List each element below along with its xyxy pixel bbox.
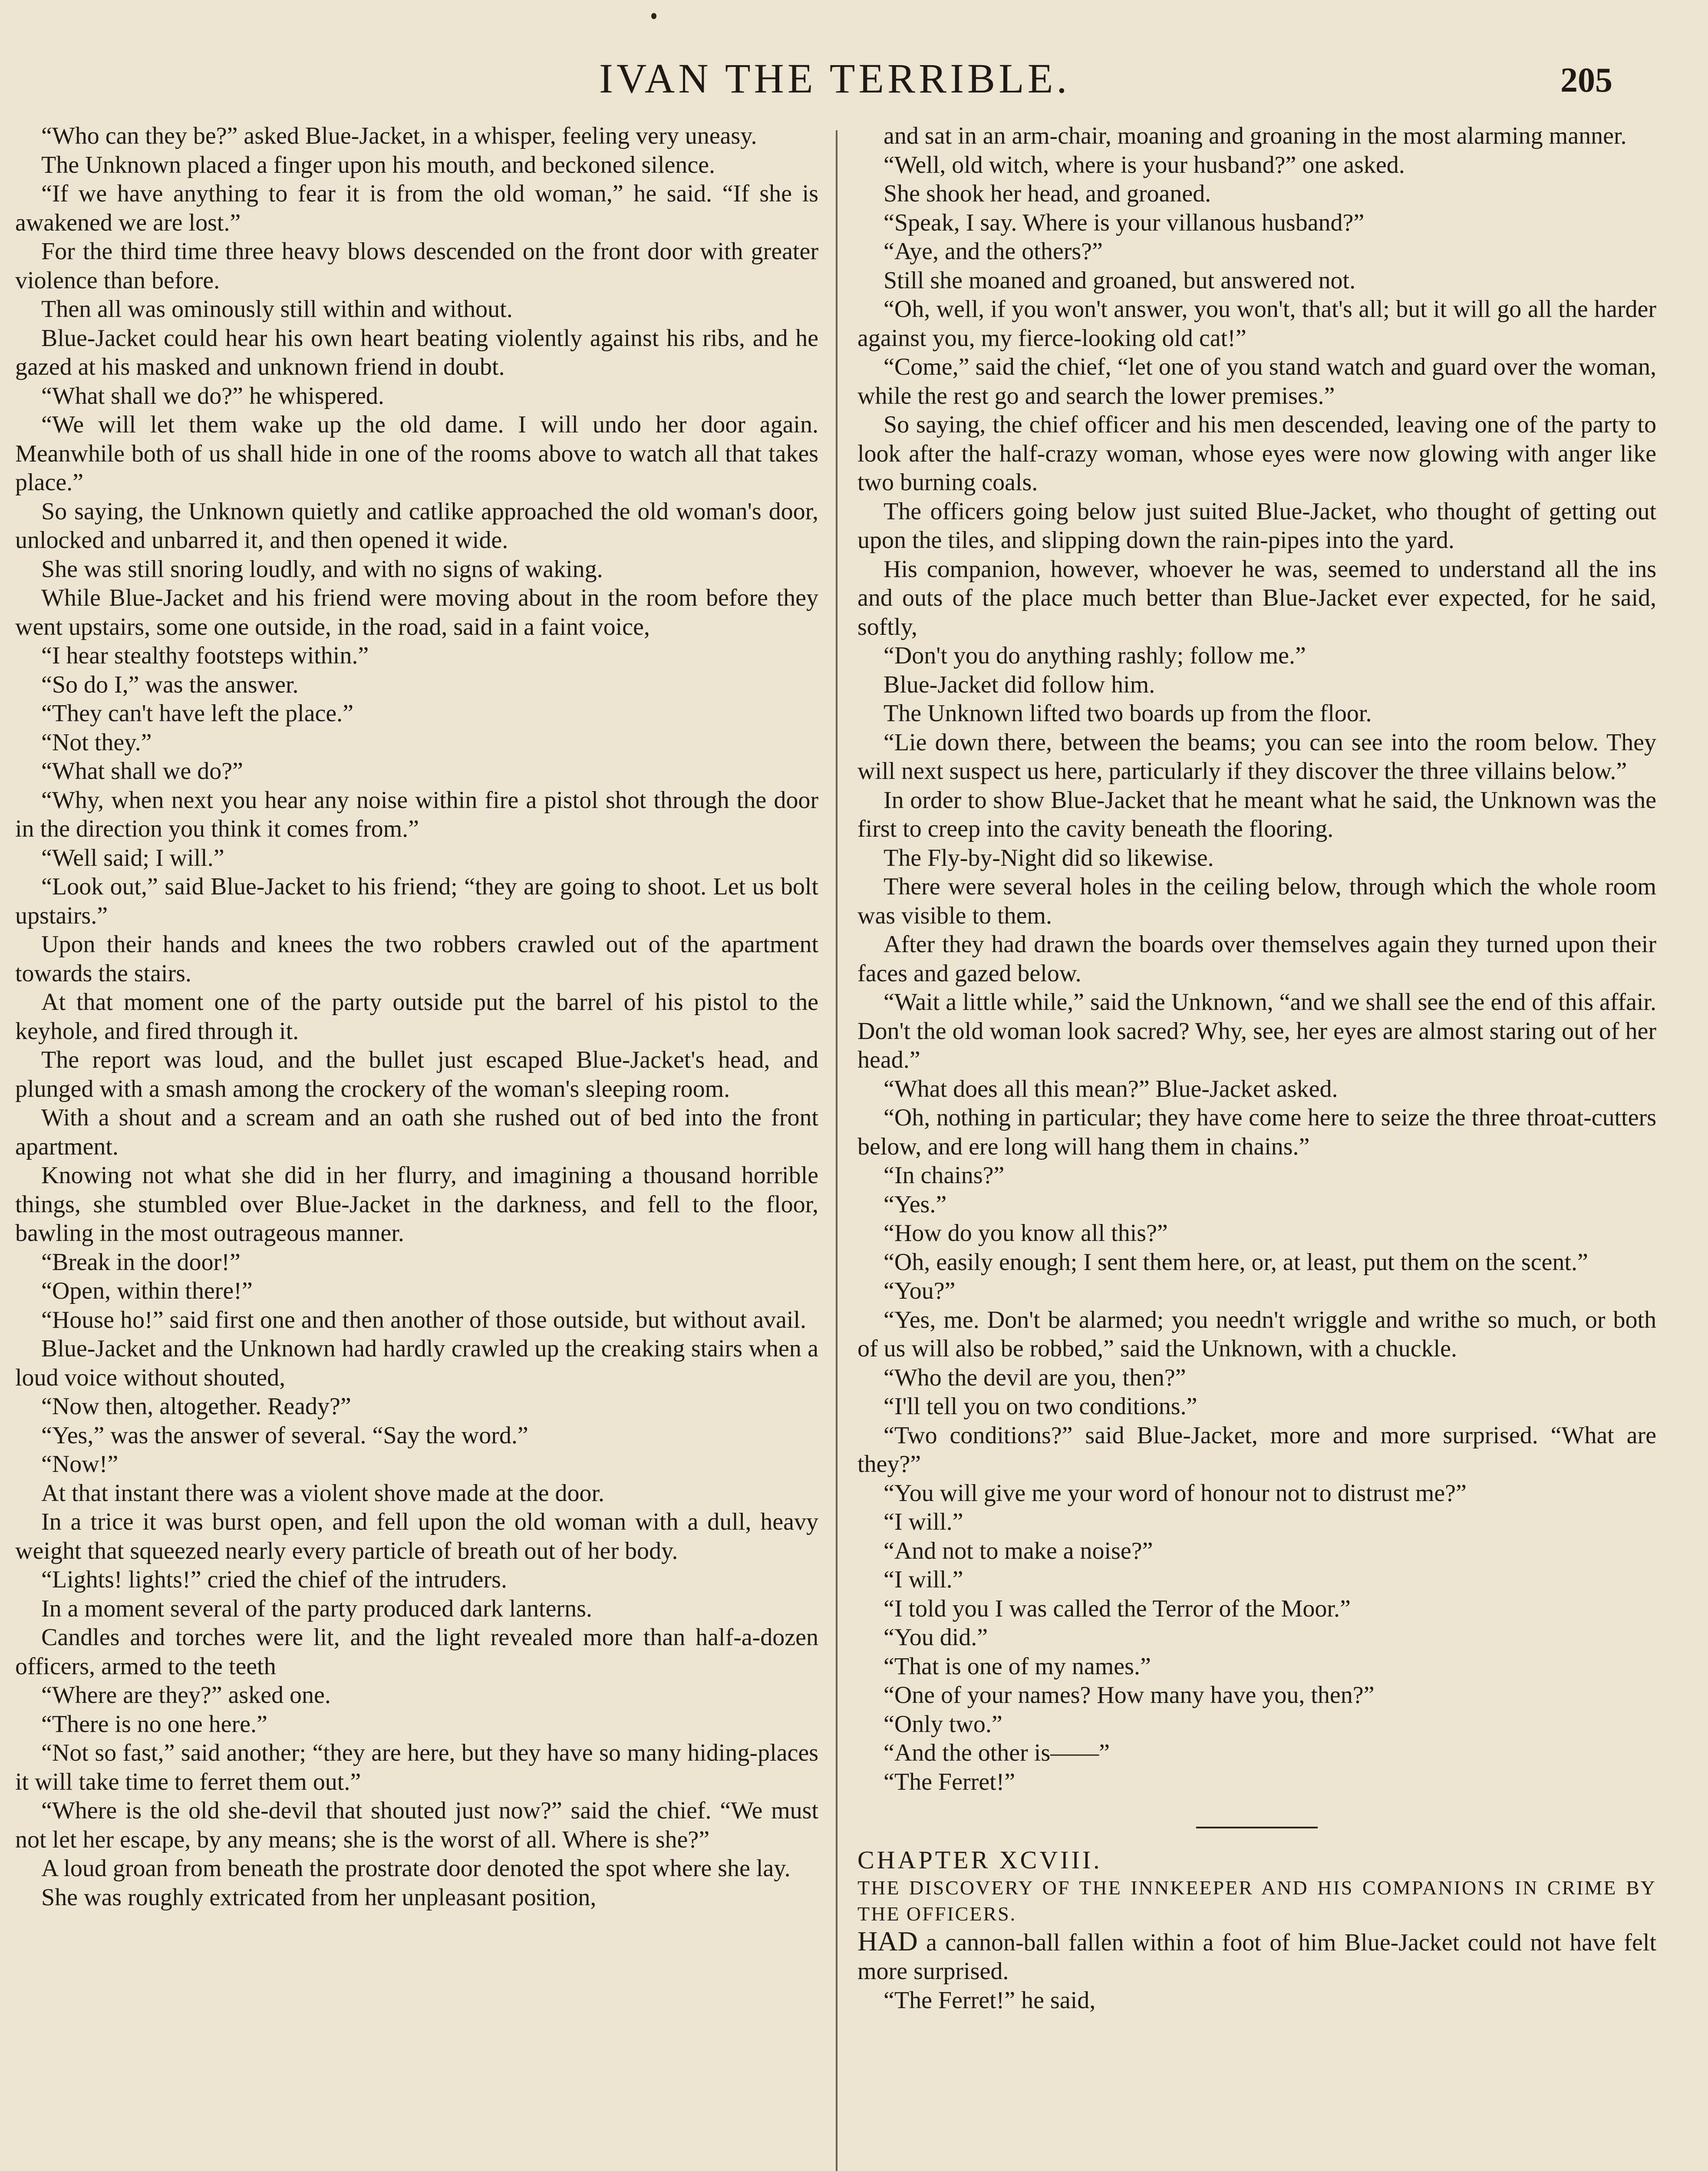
left-paragraph: At that instant there was a violent shove made at the door. — [41, 1479, 604, 1507]
right-paragraph: The Fly-by-Night did so likewise. — [884, 844, 1214, 871]
right-paragraph: “One of your names? How many have you, then?” — [884, 1682, 1375, 1709]
right-paragraph: “And the other is——” — [884, 1739, 1110, 1766]
chapter-opening-paragraph — [857, 1927, 1656, 1986]
left-paragraph: “Now then, altogether. Ready?” — [41, 1393, 351, 1420]
right-paragraph: “Aye, and the others?” — [884, 238, 1103, 265]
right-paragraph: After they had drawn the boards over themselves again they turned upon their faces and gazed below. — [857, 931, 1656, 987]
chapter-opening-text: a cannon-ball fallen within a foot of him Blue-Jacket could not have felt more surprised. — [857, 1929, 1656, 1985]
right-paragraph: “You?” — [884, 1277, 956, 1304]
right-paragraph: “I will.” — [884, 1566, 963, 1593]
left-column — [15, 122, 818, 1912]
chapter-heading: CHAPTER XCVIII. — [857, 1846, 1102, 1874]
left-paragraph: “Who can they be?” asked Blue-Jacket, in a whisper, feeling very uneasy. — [41, 122, 757, 149]
left-paragraph: The Unknown placed a finger upon his mouth, and beckoned silence. — [41, 151, 716, 178]
right-paragraph: “You will give me your word of honour not to distrust me?” — [884, 1479, 1467, 1507]
left-paragraph: “We will let them wake up the old dame. I will undo her door again. Meanwhile both of us shall hide in one of the rooms above to watch all that takes place.” — [15, 411, 818, 496]
left-paragraph: “Open, within there!” — [41, 1277, 253, 1304]
right-paragraph: “I told you I was called the Terror of the Moor.” — [884, 1595, 1351, 1622]
right-paragraph: “Don't you do anything rashly; follow me.” — [884, 642, 1306, 669]
left-paragraph: Knowing not what she did in her flurry, and imagining a thousand horrible things, she stumbled over Blue-Jacket in the darkness, and fell to the floor, bawling in the most outrageous manner. — [15, 1162, 818, 1247]
left-paragraph: “Not so fast,” said another; “they are here, but they have so many hiding-places it will take time to ferret them out.” — [15, 1739, 818, 1795]
chapter-last-line: “The Ferret!” he said, — [884, 1986, 1096, 2014]
left-paragraph: With a shout and a scream and an oath she rushed out of bed into the front apartment. — [15, 1104, 818, 1160]
drop-cap-word: HAD — [857, 1925, 918, 1957]
right-paragraph: Still she moaned and groaned, but answered not. — [884, 267, 1356, 294]
right-paragraph: “Two conditions?” said Blue-Jacket, more and more surprised. “What are they?” — [857, 1422, 1656, 1478]
right-paragraph: “Wait a little while,” said the Unknown, “and we shall see the end of this affair. Don't the old woman look sacred? Why, see, her eyes are almost staring out of her head.” — [857, 989, 1656, 1073]
right-paragraph: “Oh, well, if you won't answer, you won't, that's all; but it will go all the harder against you, my fierce-looking old cat!” — [857, 296, 1656, 352]
right-paragraph: “Speak, I say. Where is your villanous husband?” — [884, 209, 1365, 236]
running-title: IVAN THE TERRIBLE. — [599, 55, 1071, 102]
left-paragraph: Blue-Jacket could hear his own heart beating violently against his ribs, and he gazed at his masked and unknown friend in doubt. — [15, 324, 818, 380]
left-paragraph: “So do I,” was the answer. — [41, 671, 299, 698]
left-paragraph: The report was loud, and the bullet just escaped Blue-Jacket's head, and plunged with a smash among the crockery of the woman's sleeping room. — [15, 1046, 818, 1102]
right-column — [857, 122, 1656, 2015]
right-paragraph: “That is one of my names.” — [884, 1653, 1151, 1680]
left-paragraph: She was roughly extricated from her unpleasant position, — [41, 1884, 597, 1911]
left-paragraph: So saying, the Unknown quietly and catlike approached the old woman's door, unlocked and unbarred it, and then opened it wide. — [15, 498, 818, 554]
left-paragraph: At that moment one of the party outside put the barrel of his pistol to the keyhole, and fired through it. — [15, 989, 818, 1045]
right-paragraph: “I'll tell you on two conditions.” — [884, 1393, 1197, 1420]
left-paragraph: “Why, when next you hear any noise within fire a pistol shot through the door in the direction you think it comes from.” — [15, 786, 818, 842]
right-paragraph: “Oh, easily enough; I sent them here, or, at least, put them on the scent.” — [884, 1248, 1588, 1276]
right-paragraph: “Yes, me. Don't be alarmed; you needn't wriggle and writhe so much, or both of us will also be robbed,” said the Unknown, with a chuckle. — [857, 1306, 1656, 1362]
left-paragraph: Candles and torches were lit, and the light revealed more than half-a-dozen officers, armed to the teeth — [15, 1624, 818, 1680]
left-paragraph: “Not they.” — [41, 729, 152, 756]
left-paragraph: A loud groan from beneath the prostrate door denoted the spot where she lay. — [41, 1855, 791, 1882]
right-paragraph: “What does all this mean?” Blue-Jacket asked. — [884, 1075, 1338, 1102]
right-paragraph: There were several holes in the ceiling below, through which the whole room was visible to them. — [857, 873, 1656, 929]
page-number: 205 — [1560, 61, 1612, 99]
right-paragraph: “Oh, nothing in particular; they have come here to seize the three throat-cutters below, and ere long will hang them in chains.” — [857, 1104, 1656, 1160]
page-header — [0, 48, 1708, 113]
right-paragraph: In order to show Blue-Jacket that he meant what he said, the Unknown was the first to creep into the cavity beneath the flooring. — [857, 786, 1656, 842]
right-paragraph: His companion, however, whoever he was, seemed to understand all the ins and outs of the place much better than Blue-Jacket ever expected, for he said, softly, — [857, 555, 1656, 640]
left-paragraph: “Where are they?” asked one. — [41, 1682, 331, 1709]
right-paragraph: Blue-Jacket did follow him. — [884, 671, 1155, 698]
right-paragraph: “Who the devil are you, then?” — [884, 1364, 1186, 1391]
left-paragraph: “If we have anything to fear it is from the old woman,” he said. “If she is awakened we are lost.” — [15, 180, 818, 236]
left-paragraph: In a trice it was burst open, and fell upon the old woman with a dull, heavy weight that squeezed nearly every particle of breath out of her body. — [15, 1508, 818, 1564]
left-paragraph: While Blue-Jacket and his friend were moving about in the room before they went upstairs, some one outside, in the road, said in a faint voice, — [15, 584, 818, 640]
left-paragraph: Then all was ominously still within and without. — [41, 296, 513, 323]
left-paragraph: “Now!” — [41, 1451, 119, 1478]
left-paragraph: “I hear stealthy footsteps within.” — [41, 642, 369, 669]
right-paragraph: and sat in an arm-chair, moaning and groaning in the most alarming manner. — [884, 122, 1627, 149]
right-paragraph: “Well, old witch, where is your husband?” one asked. — [884, 151, 1405, 178]
left-paragraph: Blue-Jacket and the Unknown had hardly crawled up the creaking stairs when a loud voice without shouted, — [15, 1335, 818, 1391]
left-paragraph: “Break in the door!” — [41, 1248, 241, 1276]
right-paragraph: “You did.” — [884, 1624, 988, 1651]
left-paragraph: “House ho!” said first one and then another of those outside, but without avail. — [41, 1306, 807, 1333]
right-paragraph: So saying, the chief officer and his men descended, leaving one of the party to look after the half-crazy woman, whose eyes were now glowing with anger like two burning coals. — [857, 411, 1656, 496]
right-paragraph: “And not to make a noise?” — [884, 1537, 1153, 1564]
right-paragraph: The Unknown lifted two boards up from the floor. — [884, 700, 1372, 727]
right-paragraph: “How do you know all this?” — [884, 1220, 1168, 1247]
ink-speck — [651, 13, 656, 19]
left-paragraph: “What shall we do?” — [41, 758, 243, 785]
left-paragraph: “They can't have left the place.” — [41, 700, 354, 727]
left-paragraph: “Lights! lights!” cried the chief of the intruders. — [41, 1566, 507, 1593]
right-paragraph: The officers going below just suited Blue-Jacket, who thought of getting out upon the tiles, and slipping down the rain-pipes into the yard. — [857, 498, 1656, 554]
right-paragraph: She shook her head, and groaned. — [884, 180, 1211, 207]
right-paragraph: “Yes.” — [884, 1191, 947, 1218]
left-paragraph: “Where is the old she-devil that shouted just now?” said the chief. “We must not let her escape, by any means; she is the worst of all. Where is she?” — [15, 1797, 818, 1853]
left-paragraph: “Yes,” was the answer of several. “Say the word.” — [41, 1422, 528, 1449]
left-paragraph: “There is no one here.” — [41, 1710, 267, 1738]
left-paragraph: “What shall we do?” he whispered. — [41, 382, 384, 409]
right-paragraph: “The Ferret!” — [884, 1768, 1016, 1795]
left-paragraph: “Well said; I will.” — [41, 844, 224, 871]
chapter-rule — [1196, 1827, 1318, 1828]
column-divider — [836, 130, 838, 2171]
right-column-paragraphs — [857, 122, 1656, 1796]
right-paragraph: “I will.” — [884, 1508, 963, 1535]
left-paragraph: For the third time three heavy blows descended on the front door with greater violence than before. — [15, 238, 818, 294]
left-paragraph: “Look out,” said Blue-Jacket to his friend; “they are going to shoot. Let us bolt upstairs.” — [15, 873, 818, 929]
left-paragraph: Upon their hands and knees the two robbers crawled out of the apartment towards the stairs. — [15, 931, 818, 987]
left-paragraph: She was still snoring loudly, and with no signs of waking. — [41, 555, 603, 583]
right-paragraph: “Lie down there, between the beams; you can see into the room below. They will next suspect us here, particularly if they discover the three villains below.” — [857, 729, 1656, 785]
right-paragraph: “In chains?” — [884, 1162, 1005, 1189]
chapter-subheading: THE DISCOVERY OF THE INNKEEPER AND HIS COMPANIONS IN CRIME BY THE OFFICERS. — [857, 1876, 1656, 1925]
left-paragraph: In a moment several of the party produced dark lanterns. — [41, 1595, 592, 1622]
right-paragraph: “Only two.” — [884, 1710, 1002, 1738]
right-paragraph: “Come,” said the chief, “let one of you stand watch and guard over the woman, while the rest go and search the lower premises.” — [857, 353, 1656, 409]
